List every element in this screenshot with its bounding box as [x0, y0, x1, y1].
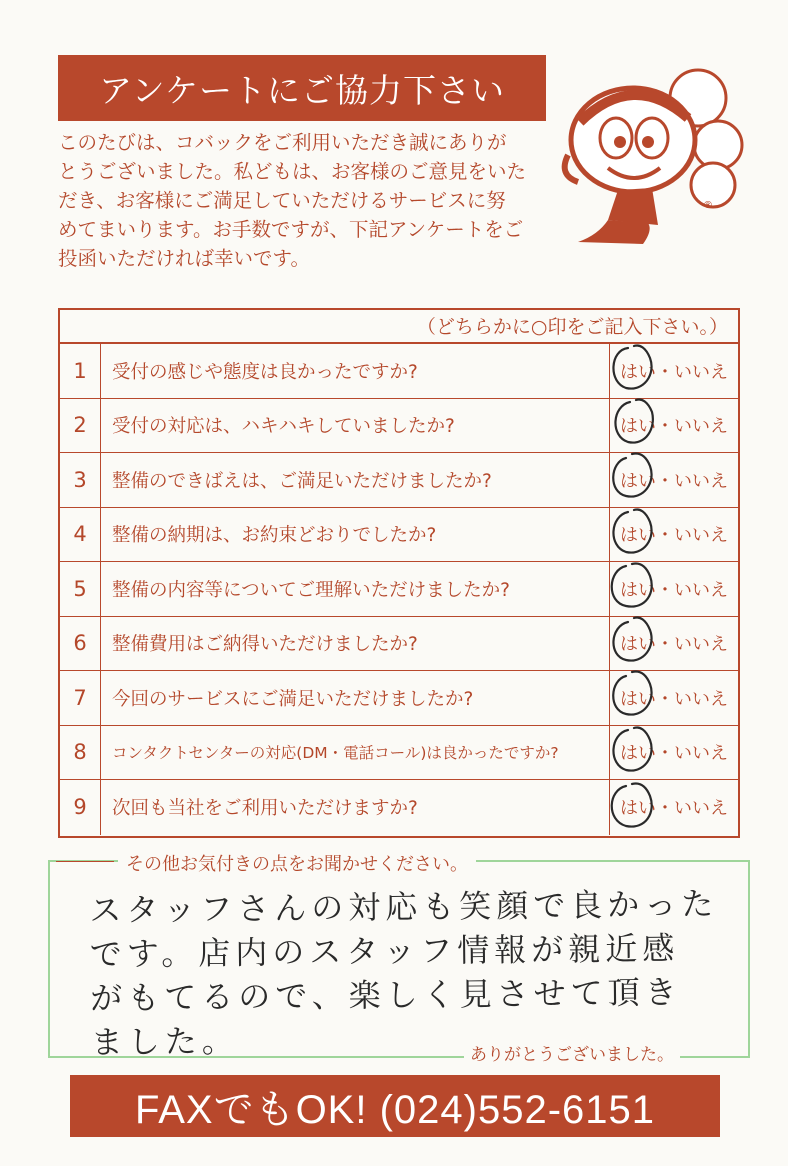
- answer-separator: ・: [656, 634, 674, 656]
- answer-yes[interactable]: はい: [620, 470, 656, 492]
- question-number: 6: [60, 617, 101, 671]
- handwritten-line: がもてるので、楽しく見させて頂き: [90, 973, 682, 1018]
- intro-line: とうございました。私どもは、お客様のご意見をいた: [58, 160, 527, 183]
- handwritten-line: です。店内のスタッフ情報が親近感: [89, 929, 680, 974]
- question-text: 整備の納期は、お約束どおりでしたか?: [112, 525, 437, 547]
- intro-line: このたびは、コバックをご利用いただき誠にありが: [58, 131, 507, 154]
- intro-line: だき、お客様にご満足していただけるサービスに努: [58, 189, 506, 212]
- question-row: [60, 399, 738, 454]
- question-row: [60, 562, 738, 617]
- question-text: 受付の対応は、ハキハキしていましたか?: [112, 416, 455, 438]
- answer-no[interactable]: いいえ: [674, 798, 728, 820]
- registered-mark: ®: [703, 200, 713, 211]
- answer-separator: ・: [656, 798, 674, 820]
- answer-choice[interactable]: [609, 508, 738, 562]
- answer-yes[interactable]: はい: [620, 579, 656, 601]
- question-number: 8: [60, 726, 101, 780]
- question-text: 次回も当社をご利用いただけますか?: [112, 798, 418, 820]
- intro-line: めてまいります。お手数ですが、下記アンケートをご: [58, 218, 524, 241]
- mascot-character-icon: [548, 60, 748, 260]
- answer-no[interactable]: いいえ: [674, 525, 728, 547]
- handwritten-comment: [89, 882, 731, 1065]
- answer-choice[interactable]: [609, 399, 738, 453]
- question-text: 今回のサービスにご満足いただけましたか?: [112, 688, 474, 710]
- question-row: [60, 726, 738, 781]
- answer-separator: ・: [656, 525, 674, 547]
- answer-no[interactable]: いいえ: [674, 688, 728, 710]
- answer-no[interactable]: いいえ: [674, 634, 728, 656]
- answer-no[interactable]: いいえ: [674, 361, 728, 383]
- answer-no[interactable]: いいえ: [674, 743, 728, 765]
- fax-banner: FAXでもOK! (024)552-6151: [70, 1075, 720, 1137]
- question-text: 整備のできばえは、ご満足いただけましたか?: [112, 470, 492, 492]
- answer-separator: ・: [656, 416, 674, 438]
- question-row: [60, 508, 738, 563]
- handwritten-line: ました。: [90, 1021, 239, 1062]
- question-number: 1: [60, 344, 101, 398]
- page-title: アンケートにご協力下さい: [58, 55, 546, 121]
- question-row: [60, 671, 738, 726]
- answer-separator: ・: [656, 470, 674, 492]
- question-text: 整備の内容等についてご理解いただけましたか?: [112, 579, 510, 601]
- answer-no[interactable]: いいえ: [674, 416, 728, 438]
- answer-no[interactable]: いいえ: [674, 470, 728, 492]
- answer-choice[interactable]: [609, 617, 738, 671]
- answer-choice[interactable]: [609, 453, 738, 507]
- answer-choice[interactable]: [609, 780, 738, 835]
- comment-label: その他お気付きの点をお聞かせください。: [118, 850, 476, 876]
- question-number: 7: [60, 671, 101, 725]
- handwritten-line: スタッフさんの対応も笑顔で良かった: [89, 884, 719, 930]
- intro-text: [58, 128, 558, 273]
- answer-yes[interactable]: はい: [620, 688, 656, 710]
- survey-instruction: （どちらかに○印をご記入下さい。）: [60, 310, 738, 344]
- question-text: 整備費用はご納得いただけましたか?: [112, 634, 418, 656]
- question-row: [60, 780, 738, 835]
- question-number: 2: [60, 399, 101, 453]
- question-number: 9: [60, 780, 101, 835]
- answer-choice[interactable]: [609, 344, 738, 398]
- question-row: [60, 453, 738, 508]
- intro-line: 投函いただければ幸いです。: [58, 247, 310, 270]
- answer-yes[interactable]: はい: [620, 416, 656, 438]
- answer-no[interactable]: いいえ: [674, 579, 728, 601]
- question-row: [60, 344, 738, 399]
- question-number: 4: [60, 508, 101, 562]
- answer-yes[interactable]: はい: [620, 743, 656, 765]
- answer-yes[interactable]: はい: [620, 798, 656, 820]
- question-number: 3: [60, 453, 101, 507]
- answer-yes[interactable]: はい: [620, 525, 656, 547]
- answer-choice[interactable]: [609, 726, 738, 780]
- answer-choice[interactable]: [609, 562, 738, 616]
- thanks-text: ありがとうございました。: [464, 1040, 680, 1065]
- answer-yes[interactable]: はい: [620, 634, 656, 656]
- answer-separator: ・: [656, 579, 674, 601]
- question-number: 5: [60, 562, 101, 616]
- survey-table: [58, 308, 740, 838]
- question-row: [60, 617, 738, 672]
- answer-separator: ・: [656, 361, 674, 383]
- answer-separator: ・: [656, 688, 674, 710]
- question-text: 受付の感じや態度は良かったですか?: [112, 361, 418, 383]
- question-text: コンタクトセンターの対応(DM・電話コール)は良かったですか?: [112, 744, 559, 763]
- answer-separator: ・: [656, 743, 674, 765]
- answer-choice[interactable]: [609, 671, 738, 725]
- answer-yes[interactable]: はい: [620, 361, 656, 383]
